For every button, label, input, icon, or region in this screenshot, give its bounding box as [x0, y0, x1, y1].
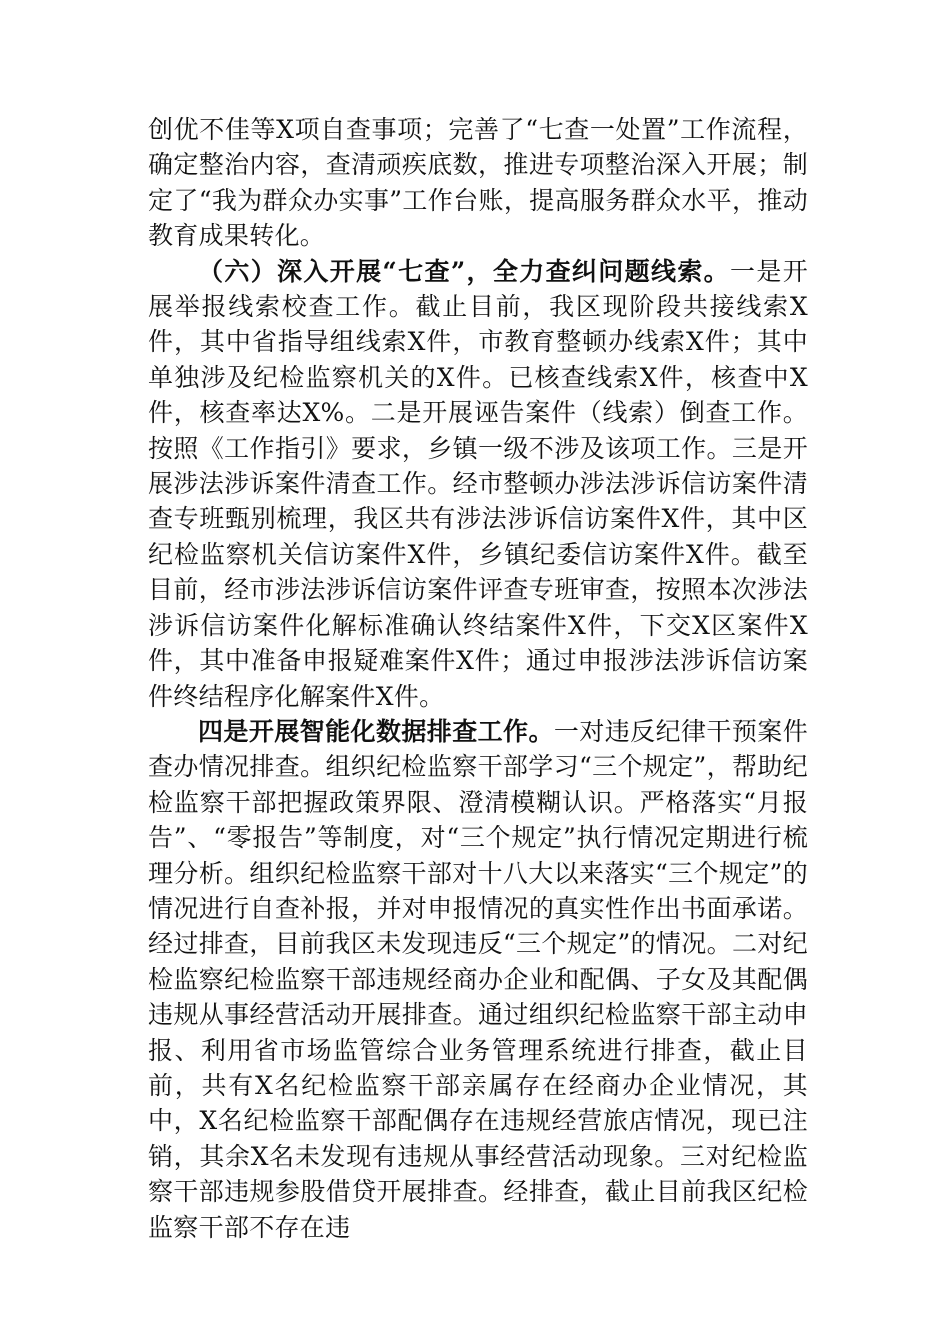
paragraph-intelligent-data-check	[148, 714, 808, 1245]
paragraph-seven-checks	[148, 254, 808, 714]
paragraph-continued	[148, 112, 808, 254]
paragraph-heading: 四是开展智能化数据排查工作。	[198, 716, 554, 746]
paragraph-text: 一对违反纪律干预案件查办情况排查。组织纪检监察干部学习“三个规定”，帮助纪检监察干部把握政策界限、澄清模糊认识。严格落实“月报告”、“零报告”等制度，对“三个规定”执行情况定期进行梳理分析。组织纪检监察干部对十八大以来落实“三个规定”的情况进行自查补报，并对申报情况的真实性作出书面承诺。经过排查，目前我区未发现违反“三个规定”的情况。二对纪检监察纪检监察干部违规经商办企业和配偶、子女及其配偶违规从事经营活动开展排查。通过组织纪检监察干部主动申报、利用省市场监管综合业务管理系统进行排查，截止目前，共有X名纪检监察干部亲属存在经商办企业情况，其中，X名纪检监察干部配偶存在违规经营旅店情况，现已注销，其余X名未发现有违规从事经营活动现象。三对纪检监察干部违规参股借贷开展排查。经排查，截止目前我区纪检监察干部不存在违	[148, 716, 808, 1242]
paragraph-heading: （六）深入开展“七查”，全力查纠问题线索。	[198, 256, 731, 286]
paragraph-text: 创优不佳等X项自查事项；完善了“七查一处置”工作流程，确定整治内容，查清顽疾底数，推进专项整治深入开展；制定了“我为群众办实事”工作台账，提高服务群众水平，推动教育成果转化。	[148, 115, 808, 251]
paragraph-text: 一是开展举报线索校查工作。截止目前，我区现阶段共接线索X件，其中省指导组线索X件，市教育整顿办线索X件；其中单独涉及纪检监察机关的X件。已核查线索X件，核查中X件，核查率达X%。二是开展诬告案件（线索）倒查工作。按照《工作指引》要求，乡镇一级不涉及该项工作。三是开展涉法涉诉案件清查工作。经市整顿办涉法涉诉信访案件清查专班甄别梳理，我区共有涉法涉诉信访案件X件，其中区纪检监察机关信访案件X件，乡镇纪委信访案件X件。截至目前，经市涉法涉诉信访案件评查专班审查，按照本次涉法涉诉信访案件化解标准确认终结案件X件，下交X区案件X件，其中准备申报疑难案件X件；通过申报涉法涉诉信访案件终结程序化解案件X件。	[148, 256, 809, 711]
document-body	[148, 112, 808, 1245]
